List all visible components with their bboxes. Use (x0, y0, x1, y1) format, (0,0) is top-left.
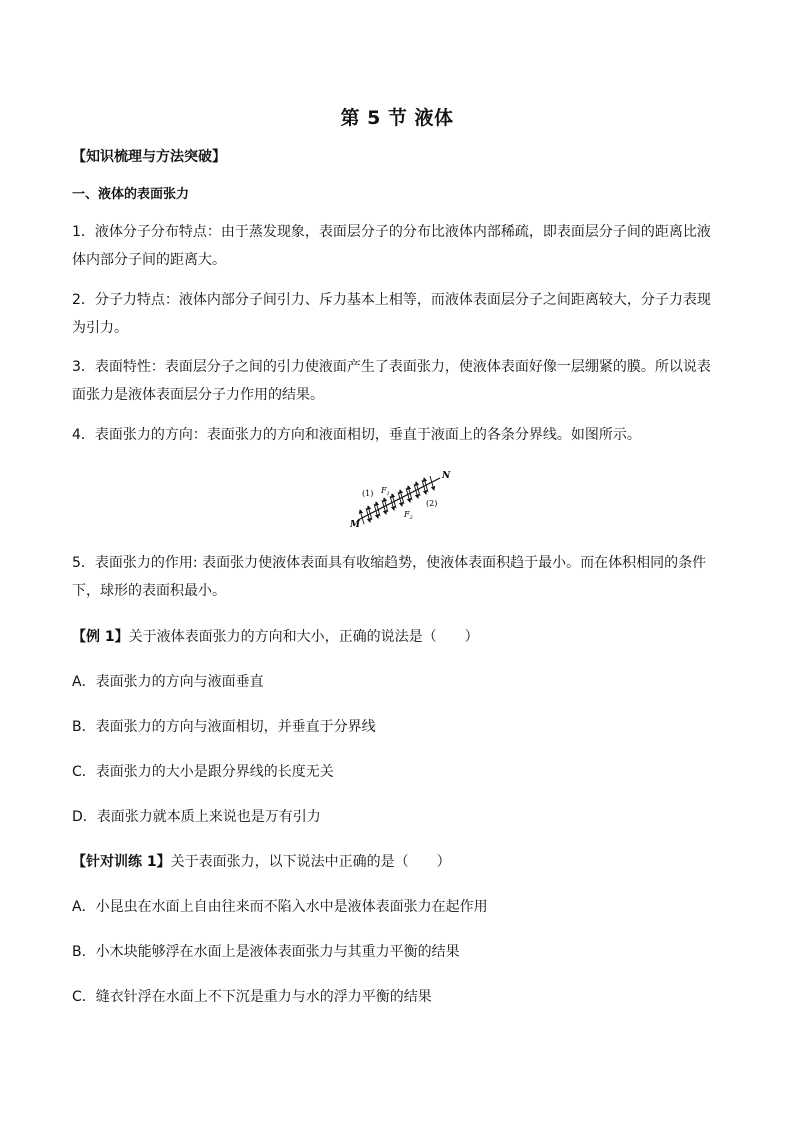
label-m: M (350, 520, 360, 530)
label-region-1: (1) (362, 489, 374, 498)
training-1-tag: 【针对训练 1】 (72, 854, 171, 870)
training-1-option-c: C．缝衣针浮在水面上不下沉是重力与水的浮力平衡的结果 (72, 989, 432, 1005)
paragraph-2: 2．分子力特点：液体内部分子间引力、斥力基本上相等，而液体表面层分子之间距离较大，分子力表现为引力。 (72, 292, 711, 336)
paragraph-1: 1．液体分子分布特点：由于蒸发现象，表面层分子的分布比液体内部稀疏，即表面层分子间的距离比液体内部分子间的距离大。 (72, 224, 711, 268)
subsection-heading: 一、液体的表面张力 (72, 187, 190, 202)
paragraph-3: 3．表面特性：表面层分子之间的引力使液面产生了表面张力，使液体表面好像一层绷紧的膜。所以说表面张力是液体表面层分子力作用的结果。 (72, 359, 711, 403)
label-region-2: (2) (426, 499, 438, 508)
paragraph-5: 5．表面张力的作用: 表面张力使液体表面具有收缩趋势，使液体表面积趋于最小。而在体积相同的条件下，球形的表面积最小。 (72, 555, 707, 599)
training-1-text: 关于表面张力，以下说法中正确的是（ ） (170, 854, 451, 870)
example-1-tag: 【例 1】 (72, 629, 129, 645)
training-1-option-a: A．小昆虫在水面上自由往来而不陷入水中是液体表面张力在起作用 (72, 899, 488, 915)
example-1-option-a: A．表面张力的方向与液面垂直 (72, 674, 264, 690)
example-1-question (72, 627, 724, 647)
label-f2: $F_2$ (404, 510, 413, 521)
example-1-text: 关于液体表面张力的方向和大小，正确的说法是（ ） (128, 629, 479, 645)
training-1-option-b: B．小木块能够浮在水面上是液体表面张力与其重力平衡的结果 (72, 944, 460, 960)
surface-tension-diagram (340, 462, 464, 536)
section-header: 【知识梳理与方法突破】 (72, 149, 226, 165)
label-n: N (442, 471, 451, 481)
page-title: 第 5 节 液体 (340, 107, 454, 129)
paragraph-4: 4．表面张力的方向：表面张力的方向和液面相切，垂直于液面上的各条分界线。如图所示。 (72, 427, 641, 443)
label-f1: $F_1$ (381, 486, 390, 497)
training-1-question (72, 852, 724, 872)
example-1-option-d: D．表面张力就本质上来说也是万有引力 (72, 809, 321, 825)
example-1-option-c: C．表面张力的大小是跟分界线的长度无关 (72, 764, 334, 780)
example-1-option-b: B．表面张力的方向与液面相切，并垂直于分界线 (72, 719, 376, 735)
